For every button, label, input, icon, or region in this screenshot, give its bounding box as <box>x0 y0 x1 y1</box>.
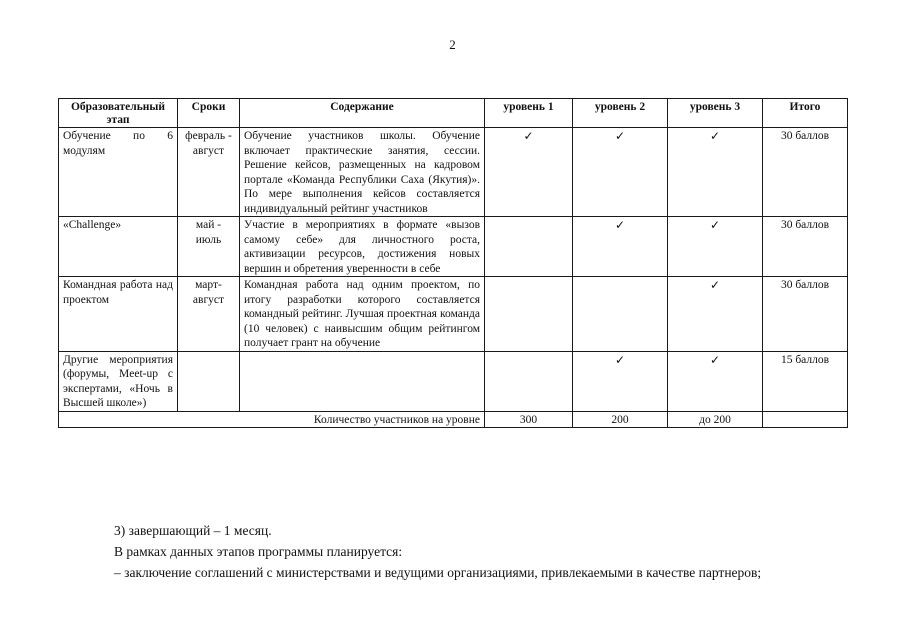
check-icon: ✓ <box>668 351 763 411</box>
total-cell: 15 баллов <box>763 351 848 411</box>
header-level-2: уровень 2 <box>573 99 668 128</box>
check-icon: ✓ <box>668 217 763 277</box>
check-icon <box>485 351 573 411</box>
table-row <box>59 217 848 277</box>
period-cell: февраль - август <box>178 128 240 217</box>
table-row <box>59 277 848 352</box>
period-cell: май - июль <box>178 217 240 277</box>
check-icon <box>573 277 668 352</box>
total-cell: 30 баллов <box>763 217 848 277</box>
content-cell: Участие в мероприятиях в формате «вызов самому себе» для личностного роста, активизации ресурсов, достижения новых вершин и обретения уверенности в себе <box>240 217 485 277</box>
stage-cell: Обучение по 6 модулям <box>59 128 178 217</box>
stage-cell: Командная работа над проектом <box>59 277 178 352</box>
table-header-row <box>59 99 848 128</box>
check-icon: ✓ <box>668 128 763 217</box>
participants-level-1: 300 <box>485 411 573 428</box>
content-cell: Командная работа над одним проектом, по итогу разработки которого составляется командный рейтинг. Лучшая проектная команда (10 человек) с наивысшим общим рейтингом получает грант на обучение <box>240 277 485 352</box>
stage-cell: «Challenge» <box>59 217 178 277</box>
check-icon: ✓ <box>573 351 668 411</box>
header-period: Сроки <box>178 99 240 128</box>
header-level-3: уровень 3 <box>668 99 763 128</box>
header-stage: Образовательный этап <box>59 99 178 128</box>
participants-level-3: до 200 <box>668 411 763 428</box>
stage-final-paragraph: 3) завершающий – 1 месяц. <box>114 523 272 538</box>
participants-level-2: 200 <box>573 411 668 428</box>
period-cell <box>178 351 240 411</box>
check-icon: ✓ <box>485 128 573 217</box>
table-row <box>59 351 848 411</box>
participants-count-label: Количество участников на уровне <box>59 411 485 428</box>
check-icon: ✓ <box>573 128 668 217</box>
total-cell: 30 баллов <box>763 277 848 352</box>
header-total: Итого <box>763 99 848 128</box>
check-icon: ✓ <box>573 217 668 277</box>
check-icon <box>485 277 573 352</box>
program-stages-table <box>58 98 848 428</box>
content-cell: Обучение участников школы. Обучение включает практические занятия, сессии. Решение кейсов, размещенных на кадровом портале «Команда Республики Саха (Якутия)». По мере выполнения кейсов составляется индивидуальный рейтинг участников <box>240 128 485 217</box>
check-icon <box>485 217 573 277</box>
plans-intro-paragraph: В рамках данных этапов программы планируется: <box>114 544 403 559</box>
page-number: 2 <box>449 37 456 52</box>
plans-list-item: – заключение соглашений с министерствами и ведущими организациями, привлекаемыми в качестве партнеров; <box>114 565 762 580</box>
check-icon: ✓ <box>668 277 763 352</box>
header-content: Содержание <box>240 99 485 128</box>
table-row <box>59 128 848 217</box>
table-footer-row <box>59 411 848 428</box>
stage-cell: Другие мероприятия (форумы, Meet-up с экспертами, «Ночь в Высшей школе») <box>59 351 178 411</box>
total-cell: 30 баллов <box>763 128 848 217</box>
participants-total <box>763 411 848 428</box>
period-cell: март- август <box>178 277 240 352</box>
content-cell <box>240 351 485 411</box>
header-level-1: уровень 1 <box>485 99 573 128</box>
